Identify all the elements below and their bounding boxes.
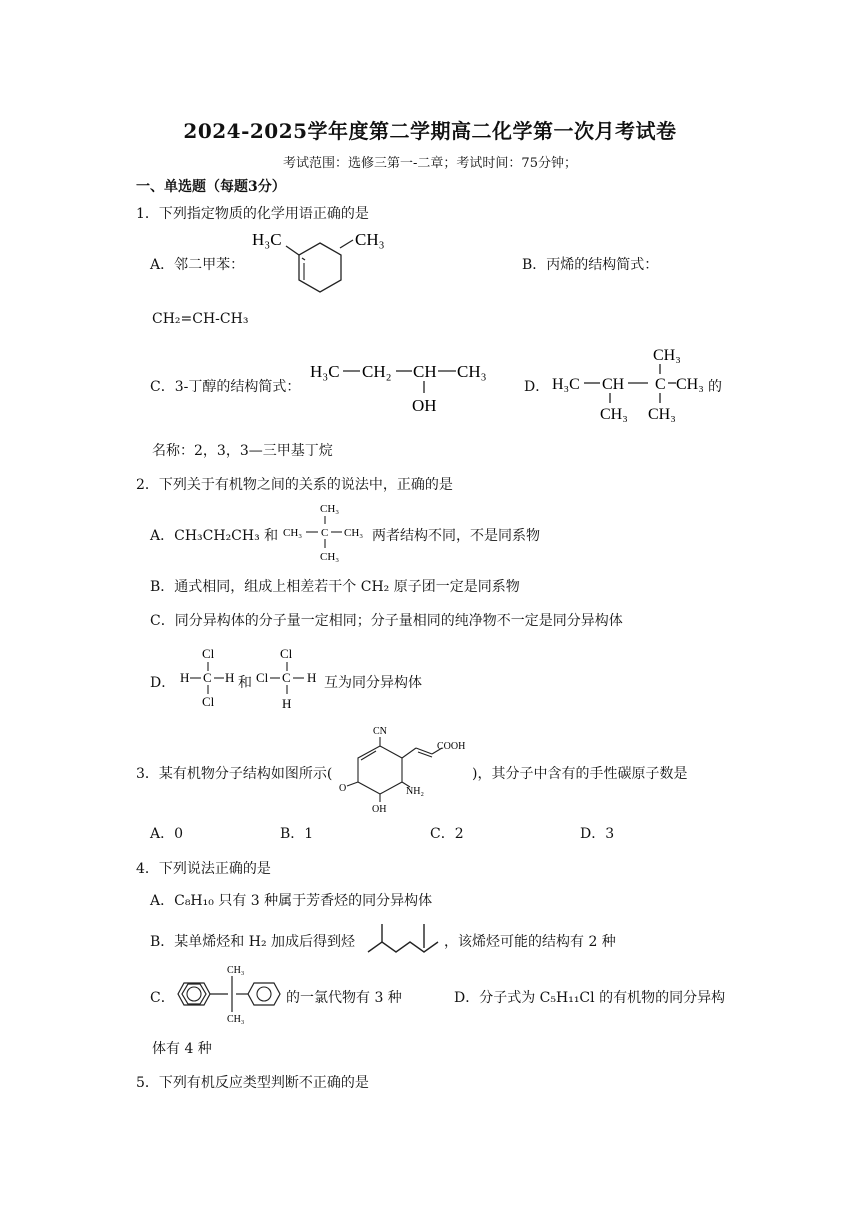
q1-d-ch3-right: CH₃ [676,376,704,393]
exam-subtitle: 考试范围：选修三第一-二章；考试时间：75分钟； [283,156,577,171]
q3-option-c: C．2 [430,826,464,842]
q2-a-ch3-top: CH₃ [320,503,340,515]
q3-cooh: COOH [437,741,466,752]
q1-d-structure [548,343,713,428]
q1-c-ch: CH [413,362,437,381]
q5-stem: 5．下列有机反应类型判断不正确的是 [136,1075,369,1091]
q1-option-c: C．3-丁醇的结构简式： [150,379,301,395]
q1-d-ch: CH [602,376,625,393]
q1-c-structure [310,355,495,415]
q2-d2-cl-left: Cl [256,670,269,685]
q3-nh2: NH₂ [406,786,424,797]
q1-option-a: A．邻二甲苯： [150,257,245,273]
q4-c-ch3-top: CH₃ [227,965,245,976]
q3-option-a: A．0 [150,826,184,842]
q2-d2-h-bottom: H [282,696,292,711]
q1-a-structure [250,226,400,296]
q2-d1-c: C [203,670,212,685]
q3-stem-post: )，其分子中含有的手性碳原子数是 [472,766,688,782]
q4-option-b-post: ，该烯烃可能的结构有 2 种 [444,934,616,950]
q1-c-h3c: H₃C [310,362,340,381]
q1-c-ch2: CH₂ [362,362,392,381]
q1-a-h3c: H₃C [252,230,282,249]
section-heading: 一、单选题（每题3分） [136,179,286,195]
q3-option-b: B．1 [280,826,314,842]
q1-option-d-name: 名称：2，3，3—三甲基丁烷 [152,443,333,459]
q2-d1-cl-top: Cl [202,646,215,661]
q4-option-b-pre: B．某单烯烃和 H₂ 加成后得到烃 [150,934,356,950]
q2-stem: 2．下列关于有机物之间的关系的说法中，正确的是 [136,477,453,493]
q1-option-d-suffix: 的 [708,379,722,395]
q4-option-d: D．分子式为 C₅H₁₁Cl 的有机物的同分异构 [454,990,726,1006]
q2-a-structure [280,500,372,566]
q2-d1-h-right: H [225,670,235,685]
q3-structure [334,722,474,814]
q2-option-b: B．通式相同，组成上相差若干个 CH₂ 原子团一定是同系物 [150,579,520,595]
q2-option-a-pre: A．CH₃CH₂CH₃ 和 [150,528,279,544]
q4-option-a: A．C₈H₁₀ 只有 3 种属于芳香烃的同分异构体 [150,893,433,909]
q2-d1-cl-bottom: Cl [202,694,215,709]
q4-option-c-pre: C． [150,990,175,1006]
q1-option-b-formula: CH₂=CH-CH₃ [152,311,249,327]
q3-o: O [339,783,347,794]
q2-d1-h-left: H [180,670,190,685]
q4-option-d-cont: 体有 4 种 [152,1041,212,1057]
q4-c-ch3-bottom: CH₃ [227,1014,245,1025]
q1-d-c: C [655,376,666,393]
q2-a-ch3-right: CH₃ [344,527,364,539]
q1-d-ch3-right-bottom: CH₃ [648,406,676,423]
q2-d2-h-right: H [307,670,317,685]
q1-c-oh: OH [412,396,437,415]
q1-option-d: D． [524,379,550,395]
q1-option-b: B．丙烯的结构简式： [522,257,659,273]
q1-a-ch3: CH₃ [355,230,385,249]
q1-stem: 1．下列指定物质的化学用语正确的是 [136,206,369,222]
q2-a-ch3-left: CH₃ [283,527,303,539]
q4-option-c-post: 的一氯代物有 3 种 [286,990,402,1006]
exam-title: 2024-2025学年度第二学期高二化学第一次月考试卷 [183,119,677,143]
q1-d-h3c: H₃C [552,376,580,393]
q2-option-d-post: 互为同分异构体 [324,675,422,691]
q2-a-ch3-bottom: CH₃ [320,551,340,563]
q2-option-d-mid: 和 [238,675,252,691]
q2-option-d-pre: D． [150,675,176,691]
q2-option-c: C．同分异构体的分子量一定相同；分子量相同的纯净物不一定是同分异构体 [150,613,623,629]
q3-cn: CN [373,726,387,737]
q1-c-ch3: CH₃ [457,362,487,381]
q3-option-d: D．3 [580,826,615,842]
q1-d-ch3-left-bottom: CH₃ [600,406,628,423]
q4-b-skeleton [366,918,446,958]
q2-a-c: C [321,527,329,539]
q4-stem: 4．下列说法正确的是 [136,861,271,877]
q3-oh: OH [372,804,387,814]
q3-stem-pre: 3．某有机物分子结构如图所示( [136,766,333,782]
q2-d2-cl-top: Cl [280,646,293,661]
q2-d2-c: C [282,670,291,685]
q2-option-a-post: 两者结构不同，不是同系物 [372,528,540,544]
q1-d-ch3-top: CH₃ [653,347,681,364]
q4-c-structure [170,960,290,1026]
